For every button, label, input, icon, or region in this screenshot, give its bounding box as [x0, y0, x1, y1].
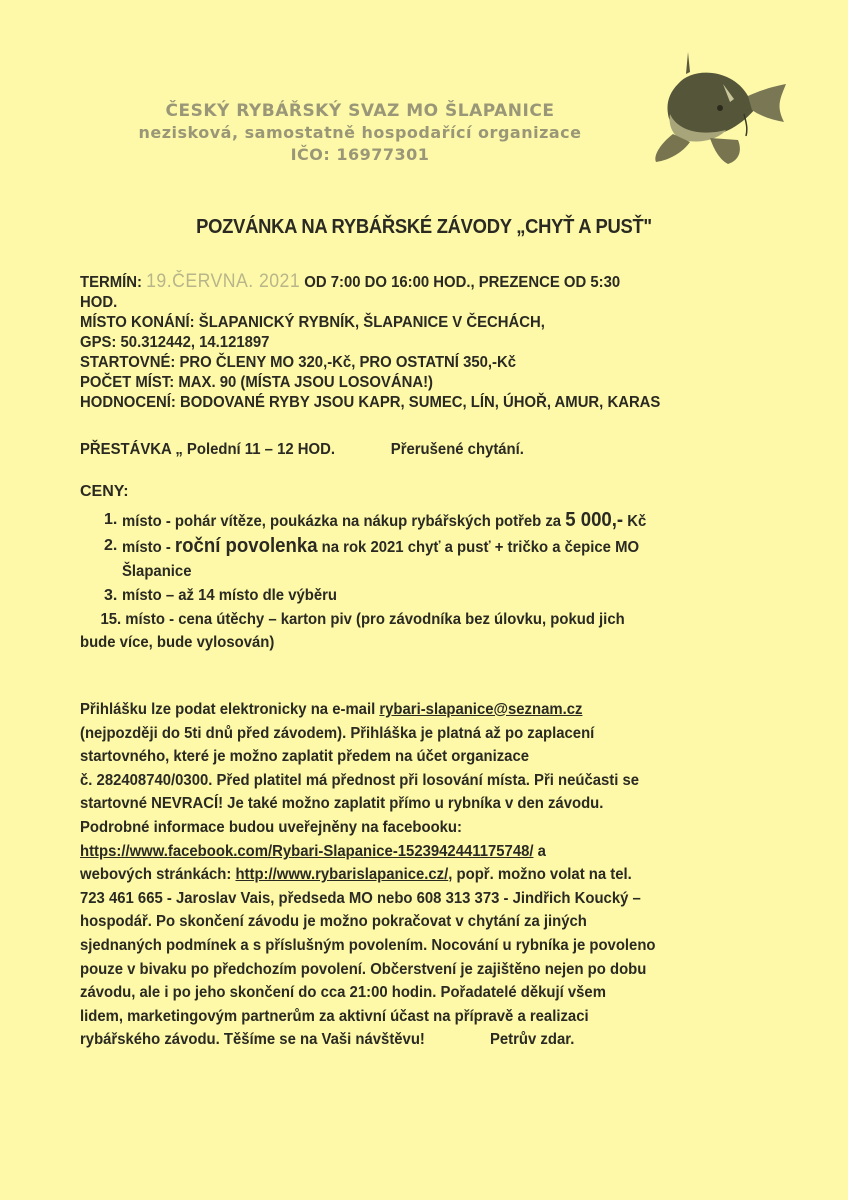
prize-number: 3.: [104, 587, 118, 604]
prize-number: 1.: [104, 511, 118, 528]
venue: MÍSTO KONÁNÍ: ŠLAPANICKÝ RYBNÍK, ŠLAPANICE V ČECHÁCH,: [80, 314, 545, 331]
text-line: Podrobné informace budou uveřejněny na facebooku:: [80, 818, 462, 836]
text: , popř. možno volat na tel.: [448, 866, 632, 884]
organization-header: [100, 100, 620, 166]
prize-text-end: na rok 2021 chyť a pusť + tričko a čepice MO: [317, 539, 640, 556]
text: a: [533, 842, 546, 860]
text-line: startovného, které je možno zaplatit předem na účet organizace: [80, 748, 530, 766]
text-line: sjednaných podmínek a s příslušným povolením. Nocování u rybníka je povoleno: [80, 936, 656, 954]
scoring: HODNOCENÍ: BODOVANÉ RYBY JSOU KAPR, SUMEC, LÍN, ÚHOŘ, AMUR, KARAS: [80, 394, 661, 411]
facebook-link[interactable]: https://www.facebook.com/Rybari-Slapanice-1523942441175748/: [80, 842, 534, 860]
prize-item: [80, 534, 780, 584]
text-line: (nejpozději do 5ti dnů před závodem). Přihláška je platná až po zaplacení: [80, 724, 595, 742]
pause-row: [80, 440, 731, 460]
text-line: lidem, marketingovým partnerům za aktivní účast na přípravě a realizaci: [80, 1007, 589, 1025]
website-link[interactable]: http://www.rybarislapanice.cz/: [235, 866, 449, 884]
termin-time-cont: HOD.: [80, 294, 118, 311]
prize-text: místo - pohár vítěze, poukázka na nákup rybářských potřeb za: [122, 513, 566, 530]
prize-text: místo -: [122, 539, 175, 556]
capacity: POČET MÍST: MAX. 90 (MÍSTA JSOU LOSOVÁNA!): [80, 374, 434, 391]
text: Přihlášku lze podat elektronicky na e-mail: [80, 701, 380, 718]
text: webových stránkách:: [80, 866, 236, 884]
org-name: ČESKÝ RYBÁŘSKÝ SVAZ MO ŠLAPANICE: [165, 101, 555, 121]
text-line: hospodář. Po skončení závodu je možno pokračovat v chytání za jiných: [80, 913, 587, 931]
carp-fish-icon: [648, 44, 798, 169]
termin-time: OD 7:00 DO 16:00 HOD., PREZENCE OD 5:30: [304, 274, 621, 291]
pause-label: PŘESTÁVKA „ Polední 11 – 12 HOD.: [80, 441, 335, 458]
prizes-heading: CENY:: [80, 483, 129, 500]
event-info: [80, 272, 780, 413]
gps: GPS: 50.312442, 14.121897: [80, 334, 270, 351]
text-line: závodu, ale i po jeho skončení do cca 21:00 hodin. Pořadatelé děkují všem: [80, 984, 606, 1002]
pause-note: Přerušené chytání.: [390, 441, 524, 458]
text-line: startovné NEVRACÍ! Je také možno zaplatit přímo u rybníka v den závodu.: [80, 795, 604, 813]
prize-number: 2.: [104, 537, 118, 554]
prizes-list: [80, 508, 780, 608]
signature: Petrův zdar.: [489, 1031, 575, 1049]
entry-fee: STARTOVNÉ: PRO ČLENY MO 320,-Kč, PRO OSTATNÍ 350,-Kč: [80, 354, 517, 371]
text-line: č. 282408740/0300. Před platitel má přednost při losování místa. Při neúčasti se: [80, 771, 640, 789]
registration-paragraph: [80, 698, 790, 1052]
termin-label: TERMÍN:: [80, 274, 142, 291]
consolation-line-2: bude více, bude vylosován): [80, 634, 275, 651]
text-line: pouze v bivaku po předchozím povolení. Občerstvení je zajištěno nejen po dobu: [80, 960, 647, 978]
prizes-section: [80, 482, 780, 608]
termin-date: 19.ČERVNA. 2021: [146, 271, 301, 292]
org-ico: IČO: 16977301: [290, 145, 430, 164]
prize-text: místo – až 14 místo dle výběru: [122, 587, 338, 604]
consolation-line-1: 15. místo - cena útěchy – karton piv (pro závodníka bez úlovku, pokud jich: [100, 611, 625, 628]
prize-item: [80, 508, 780, 534]
prize-text-end: Kč: [623, 513, 647, 530]
text: rybářského závodu. Těšíme se na Vaši návštěvu!: [80, 1031, 425, 1049]
text-line: 723 461 665 - Jaroslav Vais, předseda MO nebo 608 313 373 - Jindřich Koucký –: [80, 889, 641, 907]
email-link[interactable]: rybari-slapanice@seznam.cz: [379, 701, 583, 718]
termin-row: [80, 272, 731, 293]
consolation-prize: [80, 608, 770, 654]
prize-highlight: roční povolenka: [174, 535, 318, 557]
prize-item: [80, 584, 780, 608]
org-type: nezisková, samostatně hospodařící organizace: [138, 123, 582, 142]
page-title: POZVÁNKA NA RYBÁŘSKÉ ZÁVODY „CHYŤ A PUSŤ": [196, 216, 652, 238]
prize-highlight: 5 000,-: [565, 509, 624, 531]
prize-text-cont: Šlapanice: [122, 563, 192, 580]
